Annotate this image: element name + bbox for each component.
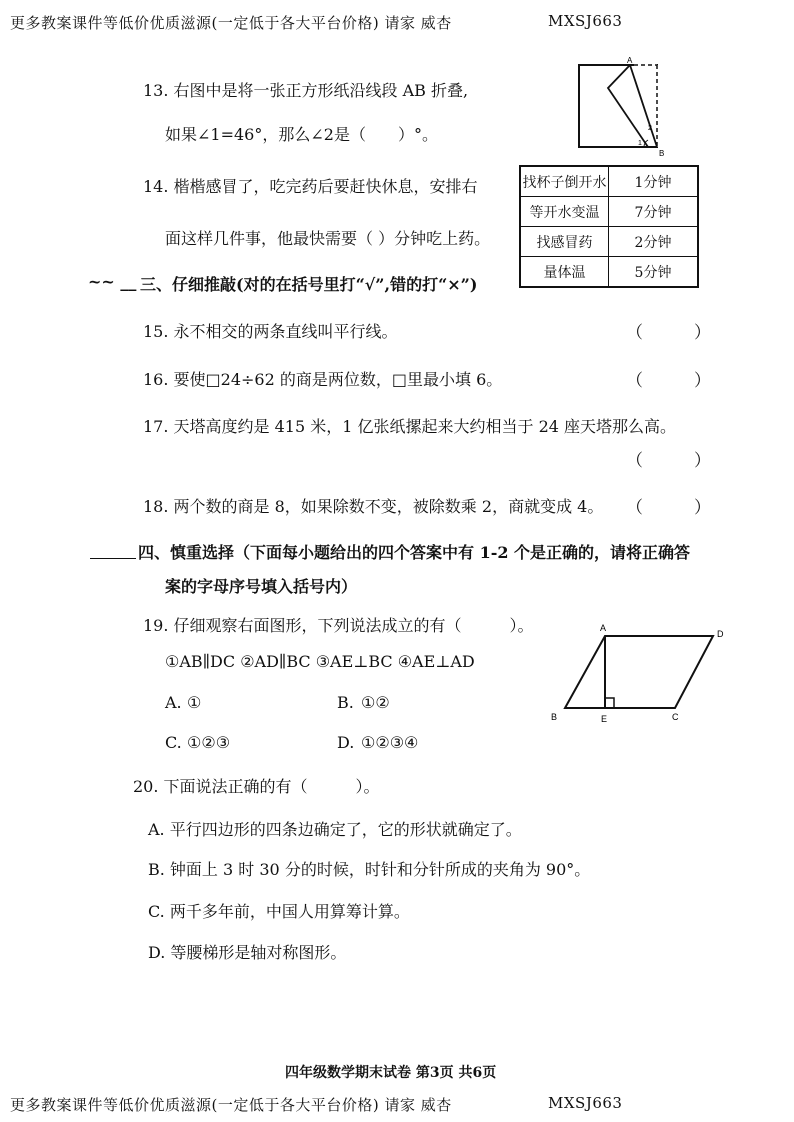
task-cell: 找感冒药: [520, 227, 609, 257]
q19-parallelogram-figure: [548, 620, 738, 730]
parallelogram-abcd: [565, 636, 713, 708]
q14-line1: 14. 楷楷感冒了，吃完药后要赶快休息，安排右: [143, 177, 478, 196]
q13-angle1-label: 1: [638, 140, 642, 147]
q16-answer-paren[interactable]: （ ）: [626, 371, 711, 391]
q19-statements: ①AB∥DC ②AD∥BC ③AE⊥BC ④AE⊥AD: [165, 652, 475, 671]
task-cell: 找杯子倒开水: [520, 166, 609, 197]
q17-answer-paren[interactable]: （ ）: [626, 451, 711, 471]
q13-line2: 如果∠1=46°，那么∠2是（ ）°。: [165, 125, 438, 144]
q17-text: 17. 天塔高度约是 415 米，1 亿张纸摞起来大约相当于 24 座天塔那么高。: [143, 417, 677, 436]
q19-label-e: E: [601, 714, 608, 724]
q15-text: 15. 永不相交的两条直线叫平行线。: [143, 322, 398, 341]
q19-option-d-label: D.: [337, 733, 355, 752]
q16-text: 16. 要使□24÷62 的商是两位数，□里最小填 6。: [143, 370, 503, 389]
q19-option-a-label: A.: [165, 693, 182, 712]
duration-cell: 7分钟: [609, 197, 699, 227]
header-text: 更多教案课件等低价优质滋源(一定低于各大平台价格) 请家 威杏: [10, 14, 452, 32]
q13-angle2-label: 2: [648, 125, 652, 132]
footer-text: 更多教案课件等低价优质滋源(一定低于各大平台价格) 请家 威杏: [10, 1096, 452, 1114]
table-row: [520, 197, 698, 227]
footer-code: MXSJ663: [548, 1094, 623, 1112]
q19-label-a: A: [600, 623, 607, 633]
q13-fold-figure: [578, 56, 665, 158]
task-cell: 等开水变温: [520, 197, 609, 227]
q19-label-b: B: [551, 712, 558, 722]
q19-option-c-value[interactable]: ①②③: [187, 733, 231, 752]
q20-option-d[interactable]: D. 等腰梯形是轴对称图形。: [148, 943, 347, 962]
q19-text: 19. 仔细观察右面图形，下列说法成立的有（ ）。: [143, 616, 534, 635]
q13-label-a: A: [627, 56, 633, 65]
q20-text: 20. 下面说法正确的有（ ）。: [133, 777, 380, 796]
q19-option-b-label: B.: [337, 693, 354, 712]
q19-option-a-value[interactable]: ①: [187, 693, 202, 712]
duration-cell: 2分钟: [609, 227, 699, 257]
table-row: [520, 166, 698, 197]
header-code: MXSJ663: [548, 12, 623, 30]
right-angle-mark: [605, 698, 614, 708]
q19-label-c: C: [672, 712, 679, 722]
q14-task-table: [519, 165, 699, 288]
section4-title-cont: 案的字母序号填入括号内）: [165, 577, 358, 596]
q13-line1: 13. 右图中是将一张正方形纸沿线段 AB 折叠,: [143, 81, 469, 100]
q13-label-b: B: [659, 149, 665, 158]
q18-answer-paren[interactable]: （ ）: [626, 498, 711, 518]
q15-answer-paren[interactable]: （ ）: [626, 323, 711, 343]
q19-label-d: D: [717, 629, 724, 639]
section3-prefix: ~~ __: [88, 272, 137, 291]
q20-option-a[interactable]: A. 平行四边形的四条边确定了，它的形状就确定了。: [148, 820, 522, 839]
duration-cell: 1分钟: [609, 166, 699, 197]
q19-option-d-value[interactable]: ①②③④: [361, 733, 419, 752]
fold-line-ab: [630, 65, 657, 147]
footer-page-info: 四年级数学期末试卷 第3页 共6页: [285, 1065, 497, 1081]
duration-cell: 5分钟: [609, 257, 699, 288]
table-row: [520, 257, 698, 288]
q18-text: 18. 两个数的商是 8，如果除数不变，被除数乘 2，商就变成 4。: [143, 497, 604, 516]
q19-option-c-label: C.: [165, 733, 182, 752]
table-row: [520, 227, 698, 257]
folded-flap: [608, 65, 648, 147]
q20-option-c[interactable]: C. 两千多年前，中国人用算筹计算。: [148, 902, 410, 921]
section3-title: 三、仔细推敲(对的在括号里打“√”,错的打“×”): [140, 275, 478, 294]
section4-title: 四、慎重选择（下面每小题给出的四个答案中有 1-2 个是正确的，请将正确答: [138, 543, 691, 562]
q19-option-b-value[interactable]: ①②: [361, 693, 390, 712]
q14-line2: 面这样几件事，他最快需要（ ）分钟吃上药。: [165, 229, 491, 248]
task-cell: 量体温: [520, 257, 609, 288]
section4-score-blank: [90, 558, 136, 559]
q20-option-b[interactable]: B. 钟面上 3 时 30 分的时候，时针和分针所成的夹角为 90°。: [148, 860, 591, 879]
